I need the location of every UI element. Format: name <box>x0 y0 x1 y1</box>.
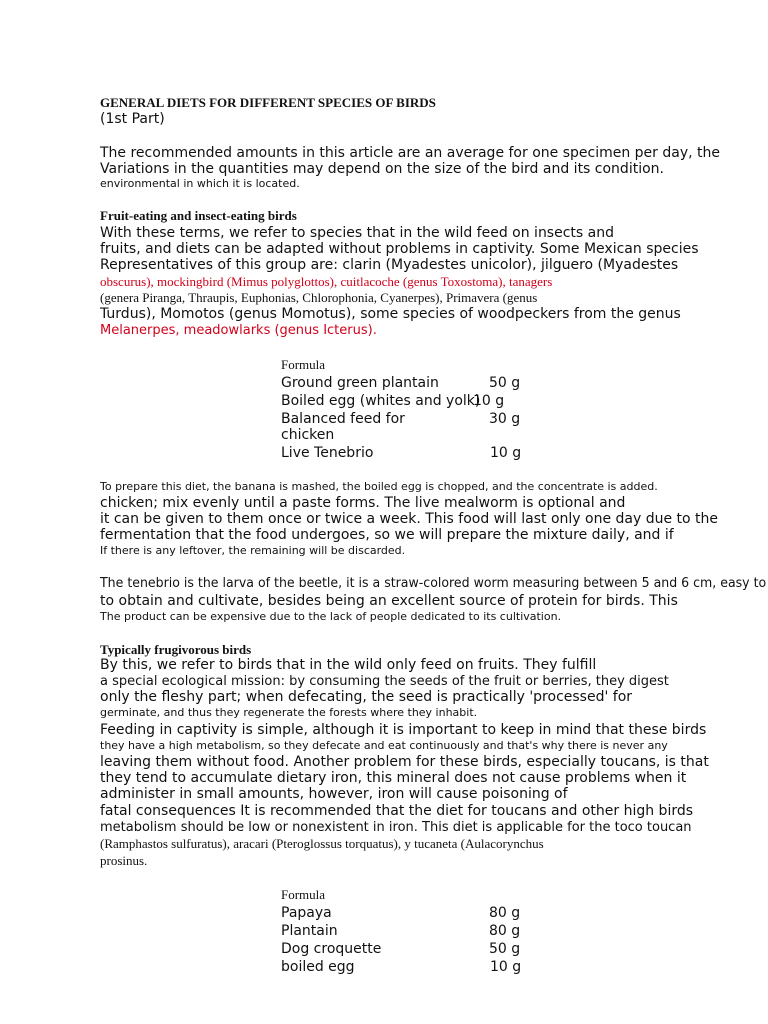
text-line: leaving them without food. Another problem for these birds, especially toucans, is that <box>100 754 709 770</box>
text-line: The recommended amounts in this article are an average for one specimen per day, the <box>100 145 720 161</box>
ingredient-amount: 80 g <box>489 905 521 921</box>
text-line: a special ecological mission: by consuming the seeds of the fruit or berries, they digest <box>100 674 669 689</box>
text-line-highlight: obscurus), mockingbird (Mimus polyglottos), cuitlacoche (genus Toxostoma), tanagers <box>100 274 553 289</box>
text-line: Representatives of this group are: clarin (Myadestes unicolor), jilguero (Myadestes <box>100 257 679 273</box>
ingredient-amount: 10 g <box>473 393 505 409</box>
text-line: If there is any leftover, the remaining will be discarded. <box>100 544 406 557</box>
text-line: Variations in the quantities may depend on the size of the bird and its condition. <box>100 161 664 177</box>
text-line: fruits, and diets can be adapted without problems in captivity. Some Mexican species <box>100 241 699 257</box>
ingredient-amount: 80 g <box>489 923 521 939</box>
text-line: (Ramphastos sulfuratus), aracari (Pteroglossus torquatus), y tucaneta (Aulacorynchus <box>100 836 544 851</box>
document-title: GENERAL DIETS FOR DIFFERENT SPECIES OF BIRDS <box>100 95 436 110</box>
text-line: Feeding in captivity is simple, although it is important to keep in mind that these birds <box>100 722 707 738</box>
text-line: prosinus. <box>100 853 148 868</box>
text-line: chicken; mix evenly until a paste forms. The live mealworm is optional and <box>100 495 626 511</box>
ingredient-name: boiled egg <box>281 959 355 975</box>
section-heading: Fruit-eating and insect-eating birds <box>100 208 297 223</box>
ingredient-amount: 50 g <box>489 941 521 957</box>
ingredient-name: Papaya <box>281 905 332 921</box>
text-line: By this, we refer to birds that in the wild only feed on fruits. They fulfill <box>100 657 597 673</box>
ingredient-amount: 10 g <box>490 445 522 461</box>
text-line: it can be given to them once or twice a week. This food will last only one day due to the <box>100 511 719 527</box>
text-line: To prepare this diet, the banana is mashed, the boiled egg is chopped, and the concentrate is added. <box>100 480 658 493</box>
ingredient-name: Dog croquette <box>281 941 382 957</box>
text-line: The product can be expensive due to the lack of people dedicated to its cultivation. <box>100 610 562 623</box>
section-heading: Typically frugivorous birds <box>100 642 252 657</box>
ingredient-name: Ground green plantain <box>281 375 439 391</box>
document-part: (1st Part) <box>100 111 165 127</box>
ingredient-name: Balanced feed for <box>281 411 405 427</box>
ingredient-amount: 10 g <box>490 959 522 975</box>
text-line: to obtain and cultivate, besides being an excellent source of protein for birds. This <box>100 593 678 609</box>
text-line-highlight: Melanerpes, meadowlarks (genus Icterus). <box>100 323 377 338</box>
formula-heading: Formula <box>281 887 326 902</box>
text-line: environmental in which it is located. <box>100 177 300 190</box>
text-line: only the fleshy part; when defecating, the seed is practically 'processed' for <box>100 689 633 705</box>
ingredient-name: Boiled egg (whites and yolk) <box>281 393 481 409</box>
text-line: fermentation that the food undergoes, so we will prepare the mixture daily, and if <box>100 527 674 543</box>
ingredient-name: Plantain <box>281 923 338 939</box>
ingredient-name: Live Tenebrio <box>281 445 374 461</box>
text-line: Turdus), Momotos (genus Momotus), some species of woodpeckers from the genus <box>100 306 681 322</box>
ingredient-amount: 50 g <box>489 375 521 391</box>
text-line: administer in small amounts, however, iron will cause poisoning of <box>100 786 568 802</box>
text-line: metabolism should be low or nonexistent in iron. This diet is applicable for the toco toucan <box>100 820 692 835</box>
text-line: they tend to accumulate dietary iron, this mineral does not cause problems when it <box>100 770 687 786</box>
ingredient-name-continued: chicken <box>281 427 335 443</box>
formula-heading: Formula <box>281 357 326 372</box>
text-line: they have a high metabolism, so they defecate and eat continuously and that's why there is never any <box>100 739 668 752</box>
text-line: With these terms, we refer to species that in the wild feed on insects and <box>100 225 614 241</box>
text-line: germinate, and thus they regenerate the forests where they inhabit. <box>100 706 478 719</box>
text-line: (genera Piranga, Thraupis, Euphonias, Chlorophonia, Cyanerpes), Primavera (genus <box>100 290 538 305</box>
ingredient-amount: 30 g <box>489 411 521 427</box>
text-line: fatal consequences It is recommended that the diet for toucans and other high birds <box>100 803 694 819</box>
text-line: The tenebrio is the larva of the beetle, it is a straw-colored worm measuring between 5 and 6 cm, easy to <box>100 576 767 591</box>
